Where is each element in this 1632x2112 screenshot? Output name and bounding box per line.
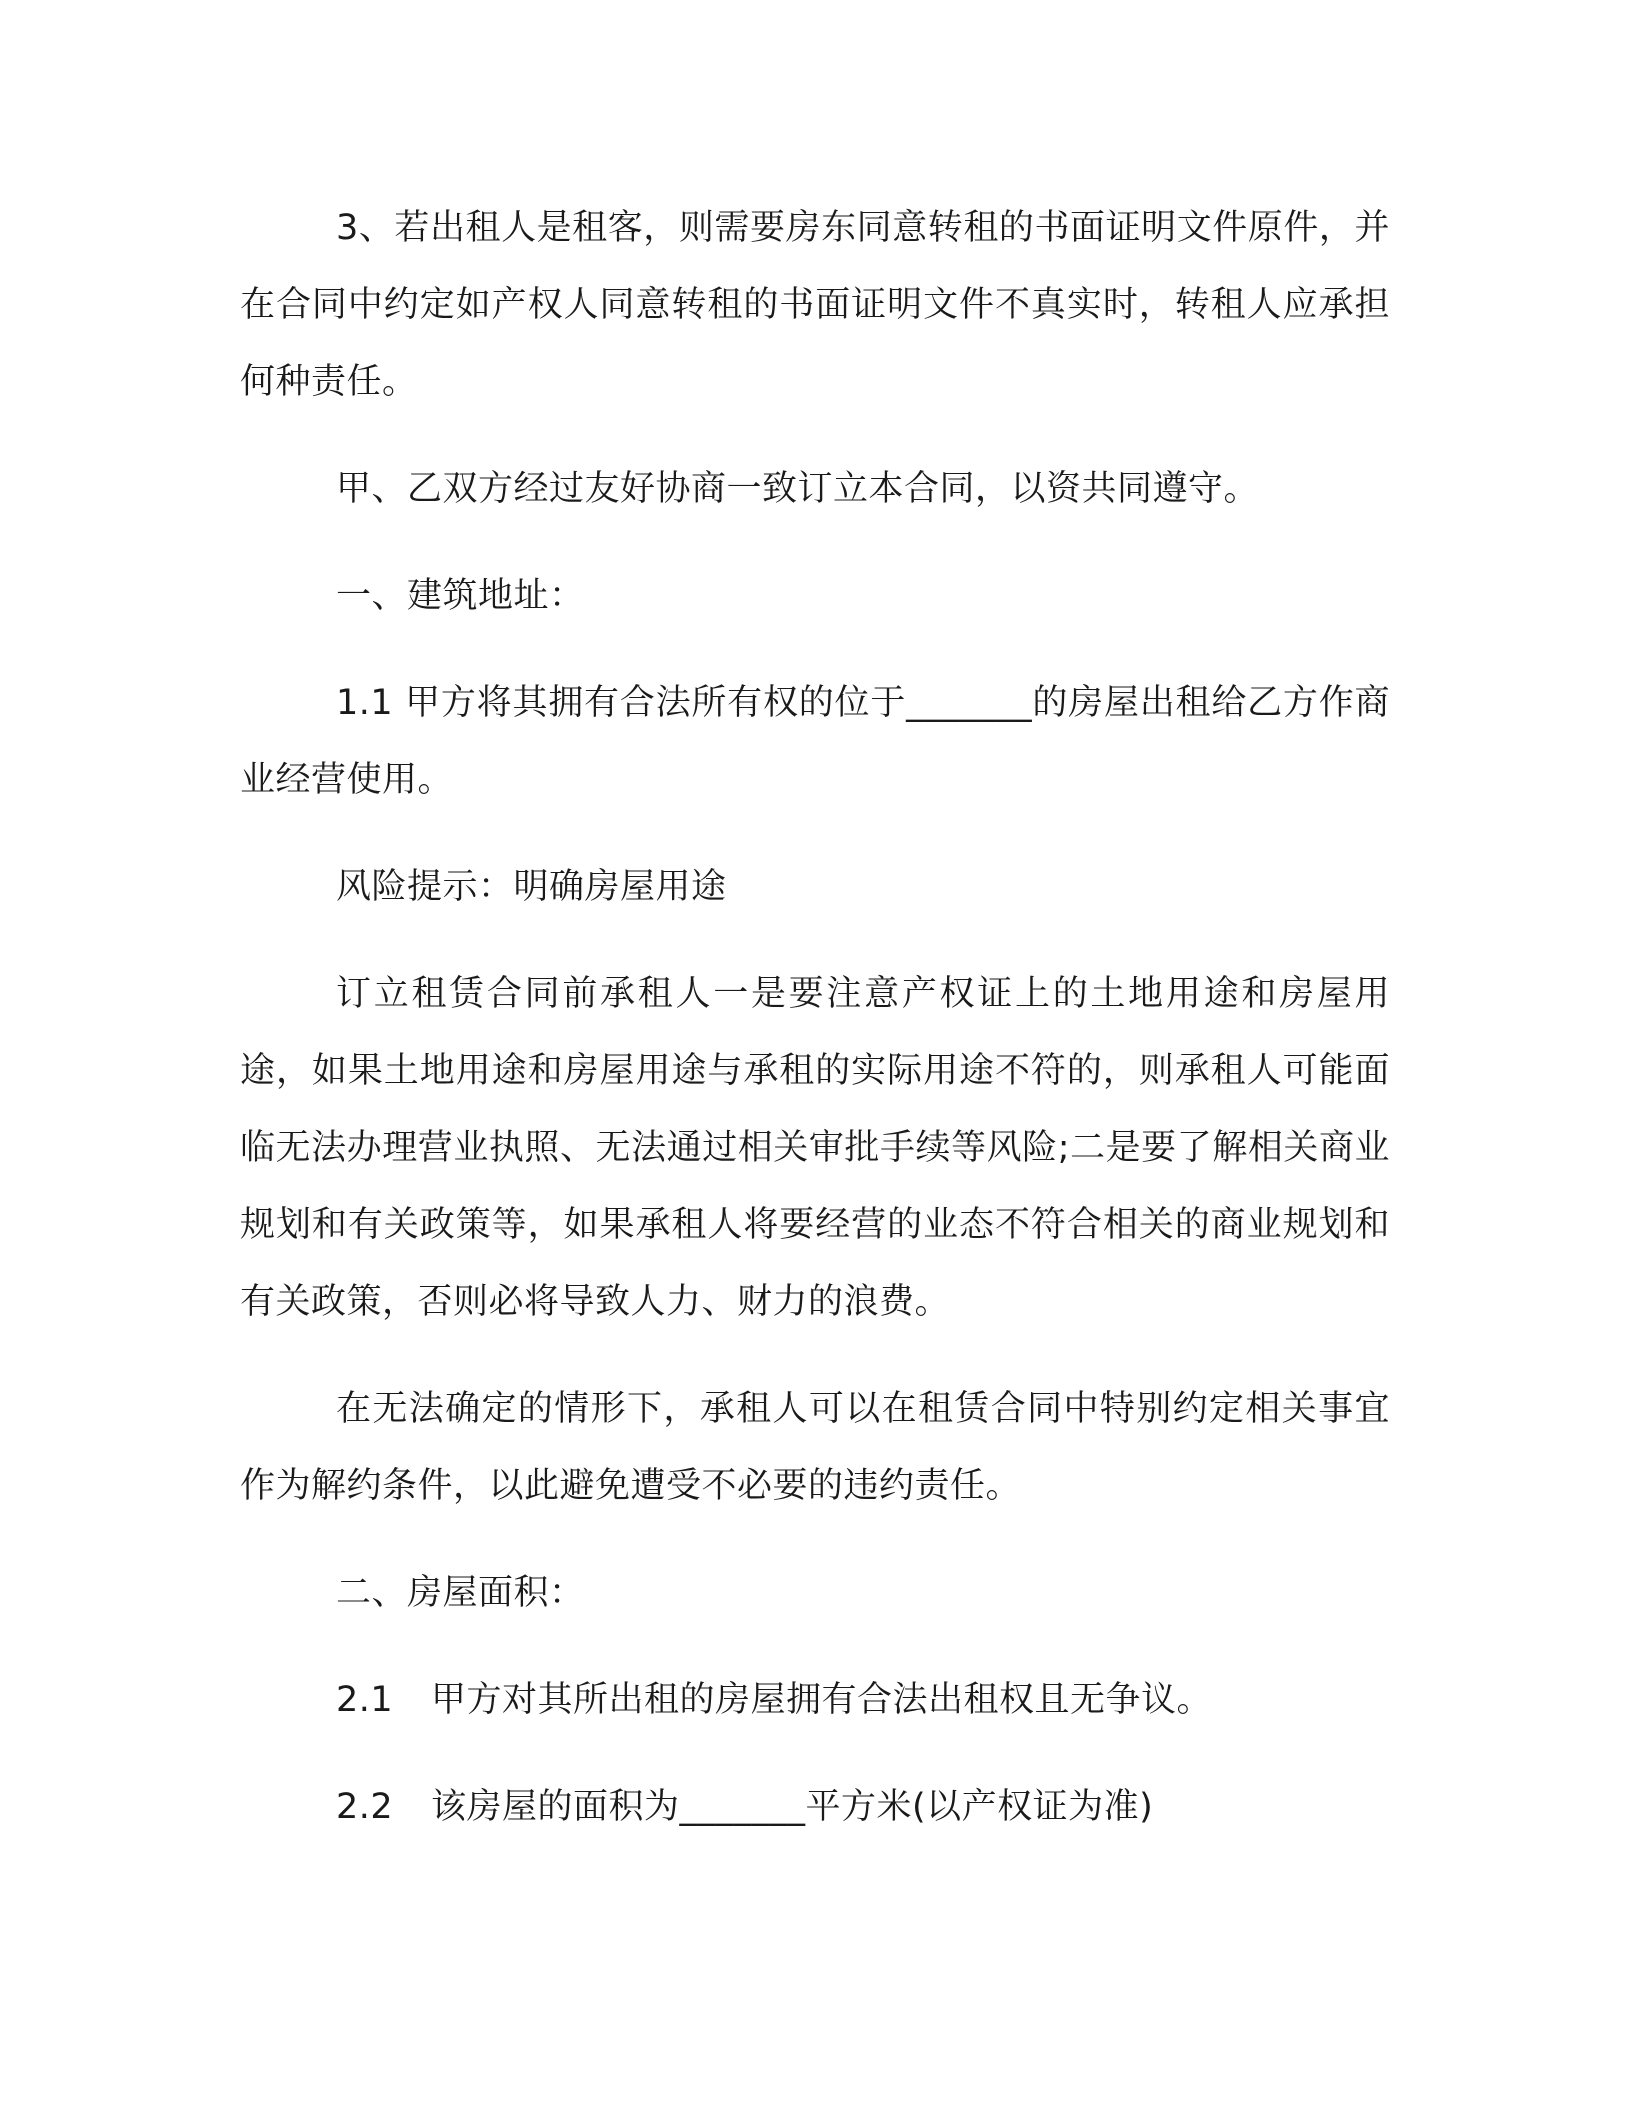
paragraph-sublease-proof: 3、若出租人是租客，则需要房东同意转租的书面证明文件原件，并在合同中约定如产权人同意转租的书面证明文件不真实时，转租人应承担何种责任。 bbox=[240, 208, 1390, 402]
document-page bbox=[240, 190, 1390, 1846]
section-heading-house-area: 二、房屋面积： bbox=[336, 1573, 585, 1613]
clause-2-1 bbox=[240, 1662, 1390, 1739]
clause-number: 2.2 bbox=[336, 1787, 394, 1827]
risk-warning-heading: 风险提示：明确房屋用途 bbox=[336, 867, 727, 907]
clause-text: 该房屋的面积为_______平方米(以产权证为准) bbox=[431, 1787, 1154, 1827]
clause-number: 2.1 bbox=[336, 1680, 394, 1720]
risk-warning-body: 订立租赁合同前承租人一是要注意产权证上的土地用途和房屋用途，如果土地用途和房屋用途与承租的实际用途不符的，则承租人可能面临无法办理营业执照、无法通过相关审批手续等风险;二是要了解相关商业规划和有关政策等，如果承租人将要经营的业态不符合相关的商业规划和有关政策，否则必将导致人力、财力的浪费。 bbox=[240, 974, 1390, 1322]
section-heading-building-address: 一、建筑地址： bbox=[336, 576, 585, 616]
paragraph-agreement-intro: 甲、乙双方经过友好协商一致订立本合同，以资共同遵守。 bbox=[336, 469, 1260, 509]
clause-text: 甲方对其所出租的房屋拥有合法出租权且无争议。 bbox=[431, 1680, 1213, 1720]
clause-2-2 bbox=[240, 1769, 1390, 1846]
risk-warning-body-2: 在无法确定的情形下，承租人可以在租赁合同中特别约定相关事宜作为解约条件，以此避免遭受不必要的违约责任。 bbox=[240, 1389, 1390, 1506]
clause-1-1: 1.1 甲方将其拥有合法所有权的位于_______的房屋出租给乙方作商业经营使用。 bbox=[240, 683, 1390, 800]
